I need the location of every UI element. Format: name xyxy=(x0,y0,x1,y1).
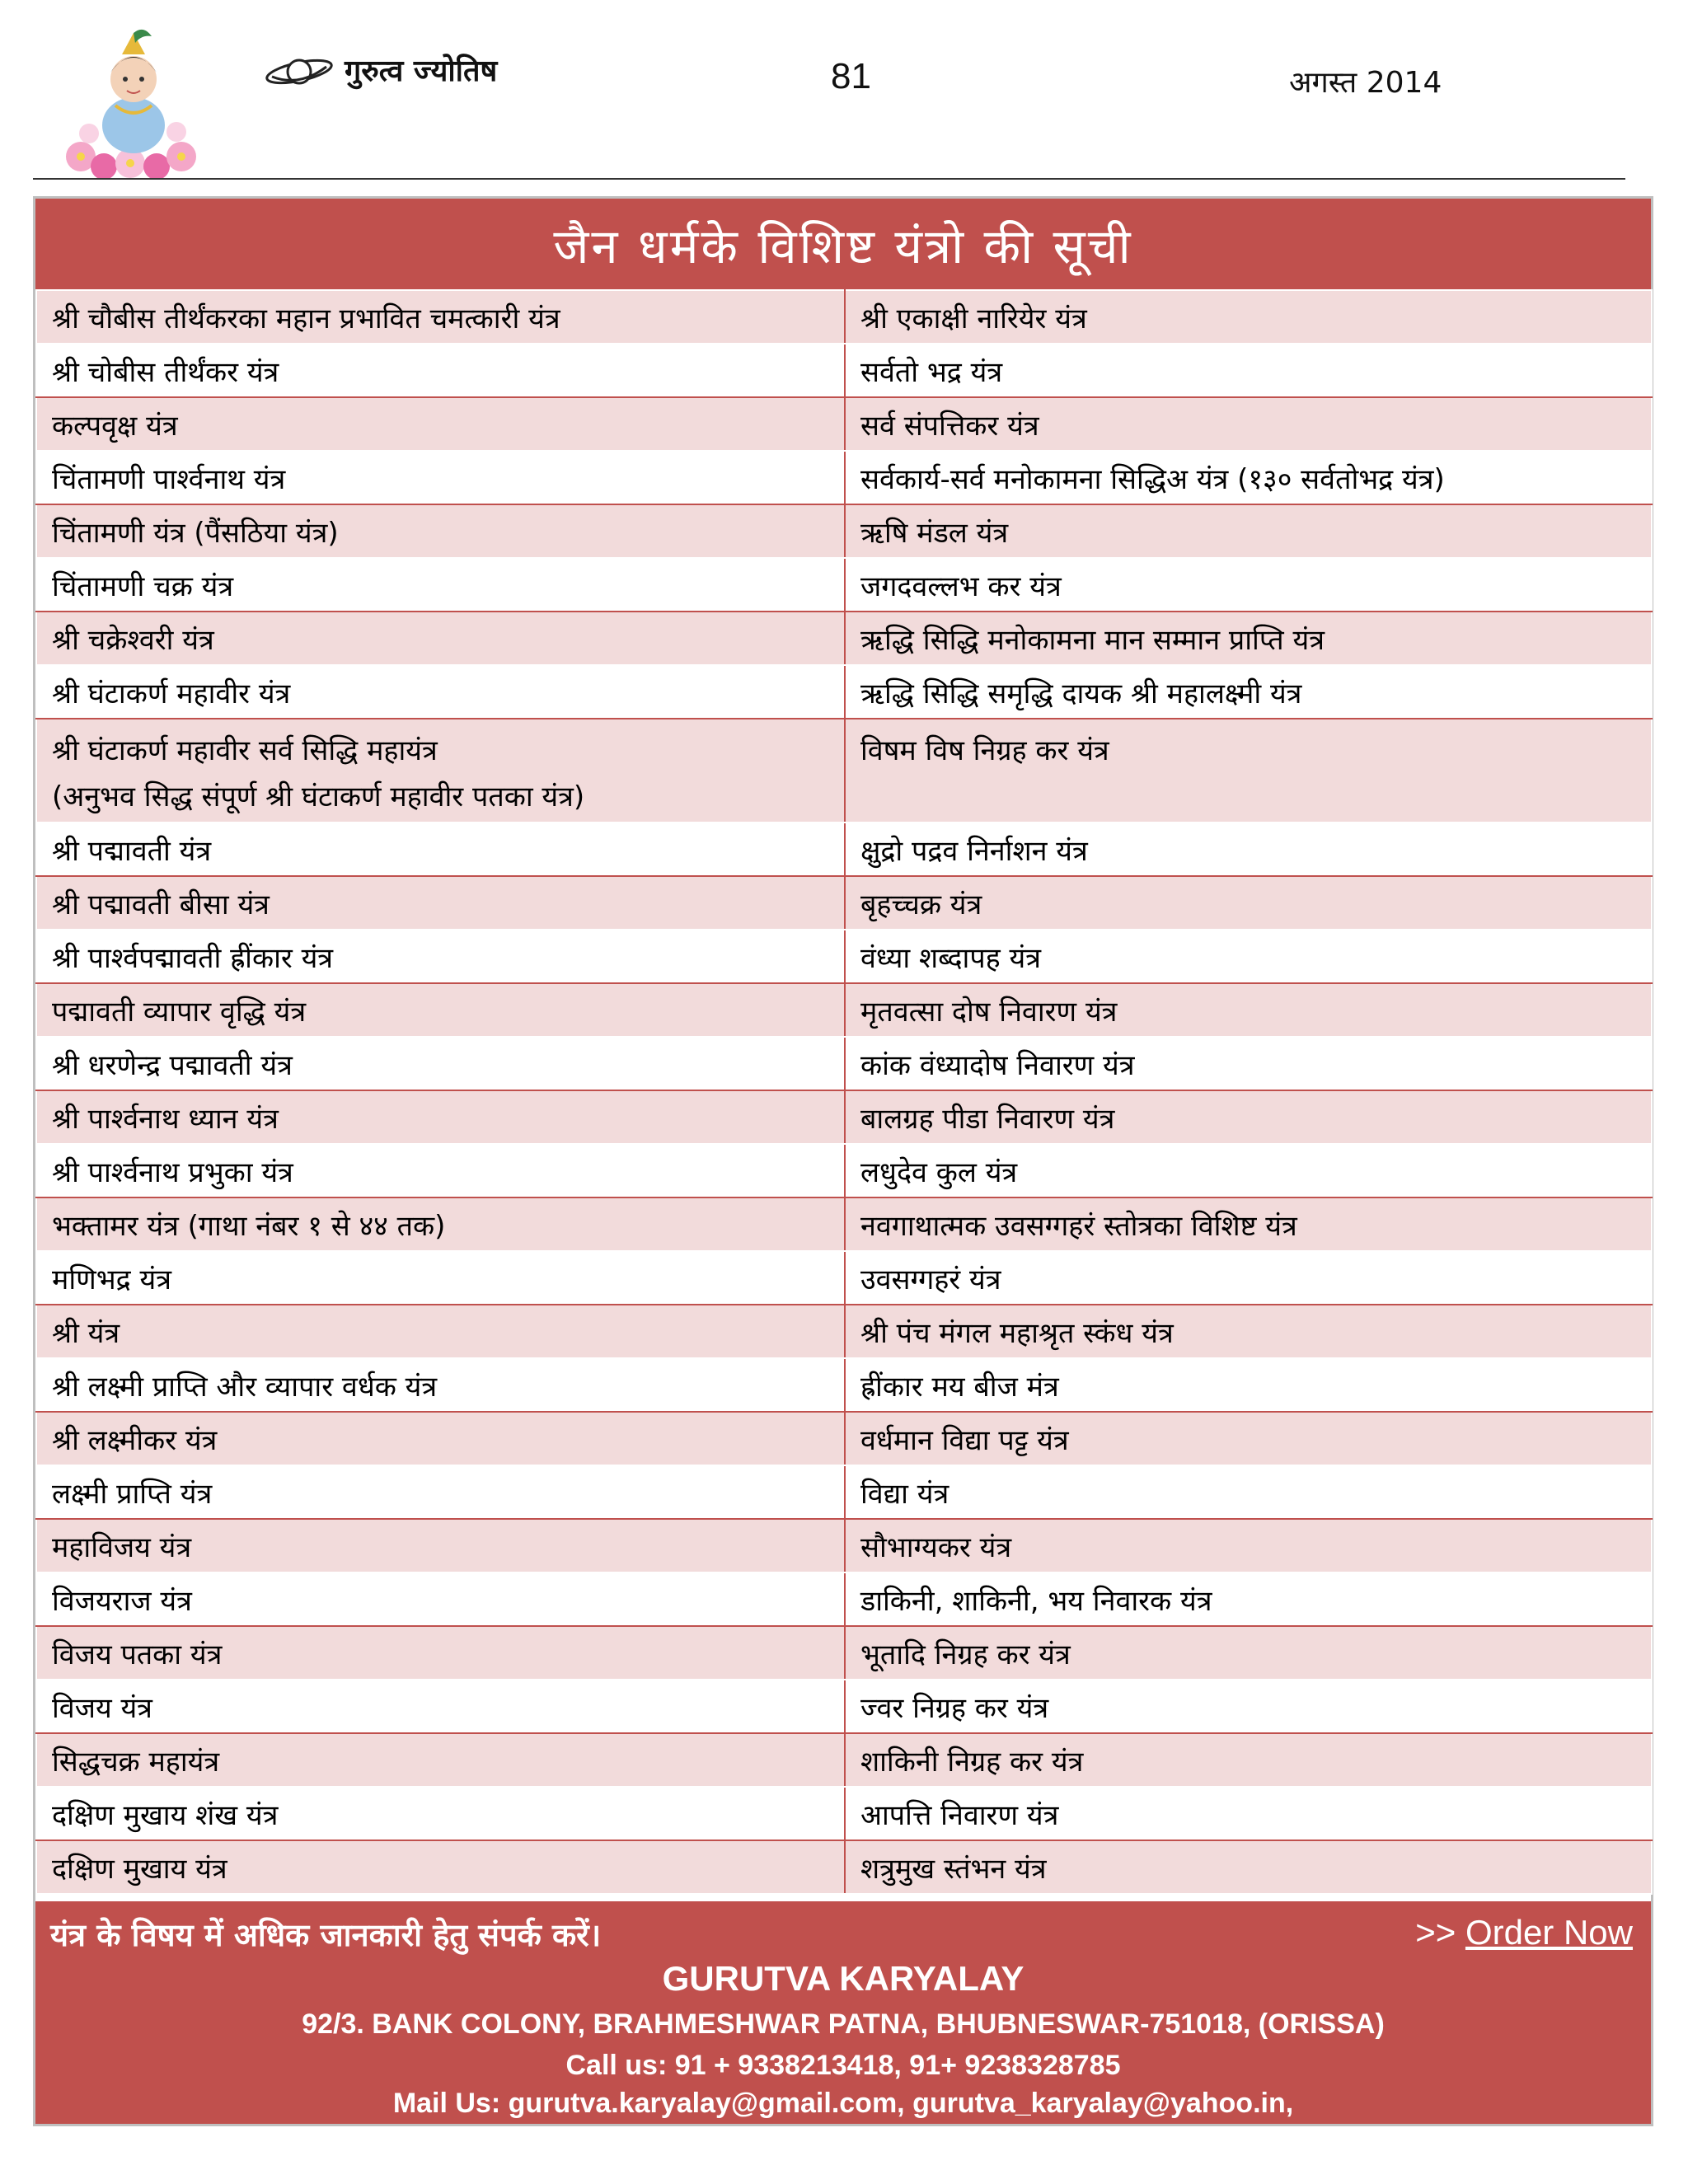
yantra-cell-right xyxy=(845,1090,1652,1144)
table-row xyxy=(36,1572,1652,1626)
contact-prompt: यंत्र के विषय में अधिक जानकारी हेतु संपर्क करें। xyxy=(50,1917,602,1953)
yantra-list-box xyxy=(33,196,1653,2126)
company-address: 92/3. BANK COLONY, BRAHMESHWAR PATNA, BHUBNESWAR-751018, (ORISSA) xyxy=(302,2008,1385,2040)
yantra-name: श्री चोबीस तीर्थंकर यंत्र xyxy=(52,355,279,389)
order-now-link[interactable]: Order Now xyxy=(1465,1913,1633,1952)
page-header xyxy=(0,0,1688,183)
yantra-cell-left xyxy=(36,290,845,344)
table-row xyxy=(36,451,1652,504)
yantra-name: ज्वर निग्रह कर यंत्र xyxy=(860,1691,1049,1725)
yantra-cell-right xyxy=(845,1680,1652,1733)
yantra-cell-left xyxy=(36,1572,845,1626)
yantra-cell-right xyxy=(845,1251,1652,1305)
yantra-name: पद्मावती व्यापार वृद्धि यंत्र xyxy=(52,995,307,1029)
yantra-name: ऋद्धि सिद्धि समृद्धि दायक श्री महालक्ष्मी यंत्र xyxy=(860,677,1302,710)
table-row xyxy=(36,1037,1652,1090)
yantra-name: दक्षिण मुखाय शंख यंत्र xyxy=(52,1798,279,1832)
table-row xyxy=(36,665,1652,719)
table-row xyxy=(36,558,1652,612)
yantra-name: शाकिनी निग्रह कर यंत्र xyxy=(860,1745,1084,1779)
yantra-name: श्री पद्मावती यंत्र xyxy=(52,834,212,868)
yantra-cell-right xyxy=(845,344,1652,397)
table-row xyxy=(36,397,1652,451)
yantra-cell-left xyxy=(36,612,845,665)
yantra-name: लधुदेव कुल यंत्र xyxy=(860,1155,1018,1189)
yantra-cell-left xyxy=(36,451,845,504)
yantra-name: चिंतामणी चक्र यंत्र xyxy=(52,569,234,603)
table-row xyxy=(36,1412,1652,1465)
yantra-cell-left xyxy=(36,1787,845,1840)
yantra-cell-right xyxy=(845,1358,1652,1412)
table-row xyxy=(36,1358,1652,1412)
table-row xyxy=(36,719,1652,823)
yantra-cell-left xyxy=(36,983,845,1037)
company-email[interactable]: Mail Us: gurutva.karyalay@gmail.com, gurutva_karyalay@yahoo.in, xyxy=(392,2088,1294,2119)
yantra-name: श्री धरणेन्द्र पद्मावती यंत्र xyxy=(52,1048,293,1082)
krishna-image xyxy=(64,25,201,180)
yantra-name: सिद्धचक्र महायंत्र xyxy=(52,1745,220,1779)
yantra-name: श्री लक्ष्मीकर यंत्र xyxy=(52,1423,218,1457)
yantra-name: कांक वंध्यादोष निवारण यंत्र xyxy=(860,1048,1135,1082)
yantra-name: श्री यंत्र xyxy=(52,1316,120,1350)
table-row xyxy=(36,1144,1652,1197)
yantra-cell-right xyxy=(845,876,1652,930)
yantra-cell-left xyxy=(36,344,845,397)
yantra-name: बृहच्चक्र यंत्र xyxy=(860,888,982,921)
yantra-name: ह्रींकार मय बीज मंत्र xyxy=(860,1370,1059,1404)
yantra-cell-right xyxy=(845,290,1652,344)
yantra-name: श्री घंटाकर्ण महावीर सर्व सिद्धि महायंत्र xyxy=(52,734,438,767)
yantra-name: श्री एकाक्षी नारियेर यंत्र xyxy=(860,302,1087,335)
yantra-cell-left xyxy=(36,1840,845,1894)
yantra-name: श्री पार्श्वनाथ प्रभुका यंत्र xyxy=(52,1155,293,1189)
table-row xyxy=(36,504,1652,558)
yantra-cell-left xyxy=(36,504,845,558)
table-row xyxy=(36,1626,1652,1680)
yantra-name: दक्षिण मुखाय यंत्र xyxy=(52,1852,227,1886)
yantra-name: वर्धमान विद्या पट्ट यंत्र xyxy=(860,1423,1069,1457)
yantra-name: चिंतामणी पार्श्वनाथ यंत्र xyxy=(52,462,286,496)
table-row xyxy=(36,1197,1652,1251)
table-row xyxy=(36,930,1652,983)
yantra-cell-right xyxy=(845,1733,1652,1787)
yantra-name: ऋद्धि सिद्धि मनोकामना मान सम्मान प्राप्ति यंत्र xyxy=(860,623,1325,657)
yantra-cell-right xyxy=(845,1572,1652,1626)
yantra-cell-left xyxy=(36,1144,845,1197)
order-now[interactable] xyxy=(1415,1913,1633,1952)
yantra-name: क्षुद्रो पद्रव निर्नाशन यंत्र xyxy=(860,834,1088,868)
yantra-name: ऋषि मंडल यंत्र xyxy=(860,516,1009,550)
yantra-name: चिंतामणी यंत्र (पैंसठिया यंत्र) xyxy=(52,516,339,550)
yantra-cell-right xyxy=(845,1840,1652,1894)
yantra-cell-left xyxy=(36,1197,845,1251)
yantra-cell-right xyxy=(845,504,1652,558)
yantra-cell-left xyxy=(36,876,845,930)
yantra-cell-left xyxy=(36,1251,845,1305)
yantra-name: भूतादि निग्रह कर यंत्र xyxy=(860,1638,1071,1671)
yantra-name: विषम विष निग्रह कर यंत्र xyxy=(860,734,1109,767)
yantra-cell-right xyxy=(845,719,1652,823)
yantra-name: डाकिनी, शाकिनी, भय निवारक यंत्र xyxy=(860,1584,1212,1618)
yantra-name: विद्या यंत्र xyxy=(860,1477,950,1511)
yantra-cell-left xyxy=(36,665,845,719)
yantra-name-subtitle: (अनुभव सिद्ध संपूर्ण श्री घंटाकर्ण महावीर पतका यंत्र) xyxy=(52,780,585,813)
yantra-cell-left xyxy=(36,1465,845,1519)
yantra-cell-right xyxy=(845,1144,1652,1197)
yantra-name: मृतवत्सा दोष निवारण यंत्र xyxy=(860,995,1118,1029)
yantra-name: श्री पंच मंगल महाश्रृत स्कंध यंत्र xyxy=(860,1316,1174,1350)
yantra-name: भक्तामर यंत्र (गाथा नंबर १ से ४४ तक) xyxy=(52,1209,446,1243)
yantra-name: श्री पार्श्वनाथ ध्यान यंत्र xyxy=(52,1102,279,1136)
yantra-cell-left xyxy=(36,1358,845,1412)
yantra-name: आपत्ति निवारण यंत्र xyxy=(860,1798,1059,1832)
page-title: जैन धर्मके विशिष्ट यंत्रो की सूची xyxy=(553,218,1133,274)
table-row xyxy=(36,1680,1652,1733)
yantra-cell-right xyxy=(845,1305,1652,1358)
yantra-cell-left xyxy=(36,1090,845,1144)
yantra-cell-left xyxy=(36,823,845,876)
yantra-name: सर्व संपत्तिकर यंत्र xyxy=(860,409,1039,443)
yantra-name: श्री घंटाकर्ण महावीर यंत्र xyxy=(52,677,291,710)
yantra-name: महाविजय यंत्र xyxy=(52,1530,192,1564)
yantra-name: बालग्रह पीडा निवारण यंत्र xyxy=(860,1102,1115,1136)
yantra-name: श्री चौबीस तीर्थंकरका महान प्रभावित चमत्कारी यंत्र xyxy=(52,302,560,335)
yantra-cell-left xyxy=(36,1412,845,1465)
yantra-name: सौभाग्यकर यंत्र xyxy=(860,1530,1012,1564)
table-row xyxy=(36,344,1652,397)
yantra-cell-right xyxy=(845,1465,1652,1519)
yantra-name: लक्ष्मी प्राप्ति यंत्र xyxy=(52,1477,213,1511)
yantra-cell-right xyxy=(845,930,1652,983)
yantra-cell-left xyxy=(36,1626,845,1680)
yantra-cell-right xyxy=(845,612,1652,665)
yantra-name: सर्वतो भद्र यंत्र xyxy=(860,355,1003,389)
yantra-cell-right xyxy=(845,1412,1652,1465)
yantra-cell-left xyxy=(36,1733,845,1787)
title-bar xyxy=(35,199,1651,289)
yantra-name: श्री चक्रेश्वरी यंत्र xyxy=(52,623,214,657)
yantra-cell-left xyxy=(36,719,845,823)
yantra-cell-right xyxy=(845,1519,1652,1572)
table-row xyxy=(36,983,1652,1037)
table-row xyxy=(36,876,1652,930)
saturn-logo-icon xyxy=(262,51,336,92)
yantra-cell-left xyxy=(36,930,845,983)
yantra-name: विजयराज यंत्र xyxy=(52,1584,192,1618)
yantra-cell-left xyxy=(36,1037,845,1090)
yantra-cell-right xyxy=(845,983,1652,1037)
company-phone: Call us: 91 + 9338213418, 91+ 9238328785 xyxy=(565,2050,1121,2081)
brand-name: गुरुत्व ज्योतिष xyxy=(345,54,498,88)
company-name: GURUTVA KARYALAY xyxy=(662,1959,1025,1998)
yantra-cell-left xyxy=(36,1519,845,1572)
yantra-table xyxy=(35,289,1653,1895)
yantra-name: श्री पद्मावती बीसा यंत्र xyxy=(52,888,270,921)
yantra-name: सर्वकार्य-सर्व मनोकामना सिद्धिअ यंत्र (१३० सर्वतोभद्र यंत्र) xyxy=(860,462,1445,496)
yantra-cell-left xyxy=(36,1680,845,1733)
yantra-cell-right xyxy=(845,1197,1652,1251)
yantra-cell-right xyxy=(845,823,1652,876)
yantra-name: जगदवल्लभ कर यंत्र xyxy=(860,569,1062,603)
table-row xyxy=(36,1251,1652,1305)
yantra-cell-left xyxy=(36,397,845,451)
yantra-name: मणिभद्र यंत्र xyxy=(52,1263,171,1296)
yantra-name: उवसग्गहरं यंत्र xyxy=(860,1263,1001,1296)
yantra-cell-left xyxy=(36,558,845,612)
yantra-name: कल्पवृक्ष यंत्र xyxy=(52,409,178,443)
table-row xyxy=(36,1733,1652,1787)
table-row xyxy=(36,290,1652,344)
page-number: 81 xyxy=(831,56,871,96)
yantra-cell-right xyxy=(845,397,1652,451)
issue-date: अगस्त 2014 xyxy=(1289,66,1442,100)
yantra-cell-right xyxy=(845,665,1652,719)
table-row xyxy=(36,612,1652,665)
yantra-cell-right xyxy=(845,1787,1652,1840)
table-row xyxy=(36,1840,1652,1894)
yantra-name: श्री लक्ष्मी प्राप्ति और व्यापार वर्धक यंत्र xyxy=(52,1370,438,1404)
yantra-name: विजय पतका यंत्र xyxy=(52,1638,223,1671)
order-arrow: >> xyxy=(1415,1913,1456,1952)
footer xyxy=(35,1901,1651,2124)
yantra-cell-right xyxy=(845,1037,1652,1090)
yantra-name: नवगाथात्मक उवसग्गहरं स्तोत्रका विशिष्ट यंत्र xyxy=(860,1209,1297,1243)
yantra-cell-right xyxy=(845,451,1652,504)
table-row xyxy=(36,1787,1652,1840)
table-row xyxy=(36,823,1652,876)
yantra-name: शत्रुमुख स्तंभन यंत्र xyxy=(860,1852,1047,1886)
yantra-name: वंध्या शब्दापह यंत्र xyxy=(860,941,1041,975)
table-row xyxy=(36,1090,1652,1144)
yantra-name: श्री पार्श्वपद्मावती ह्रींकार यंत्र xyxy=(52,941,334,975)
table-row xyxy=(36,1465,1652,1519)
yantra-cell-right xyxy=(845,1626,1652,1680)
yantra-name: विजय यंत्र xyxy=(52,1691,152,1725)
table-row xyxy=(36,1305,1652,1358)
header-divider xyxy=(33,178,1625,180)
yantra-cell-right xyxy=(845,558,1652,612)
table-row xyxy=(36,1519,1652,1572)
yantra-cell-left xyxy=(36,1305,845,1358)
